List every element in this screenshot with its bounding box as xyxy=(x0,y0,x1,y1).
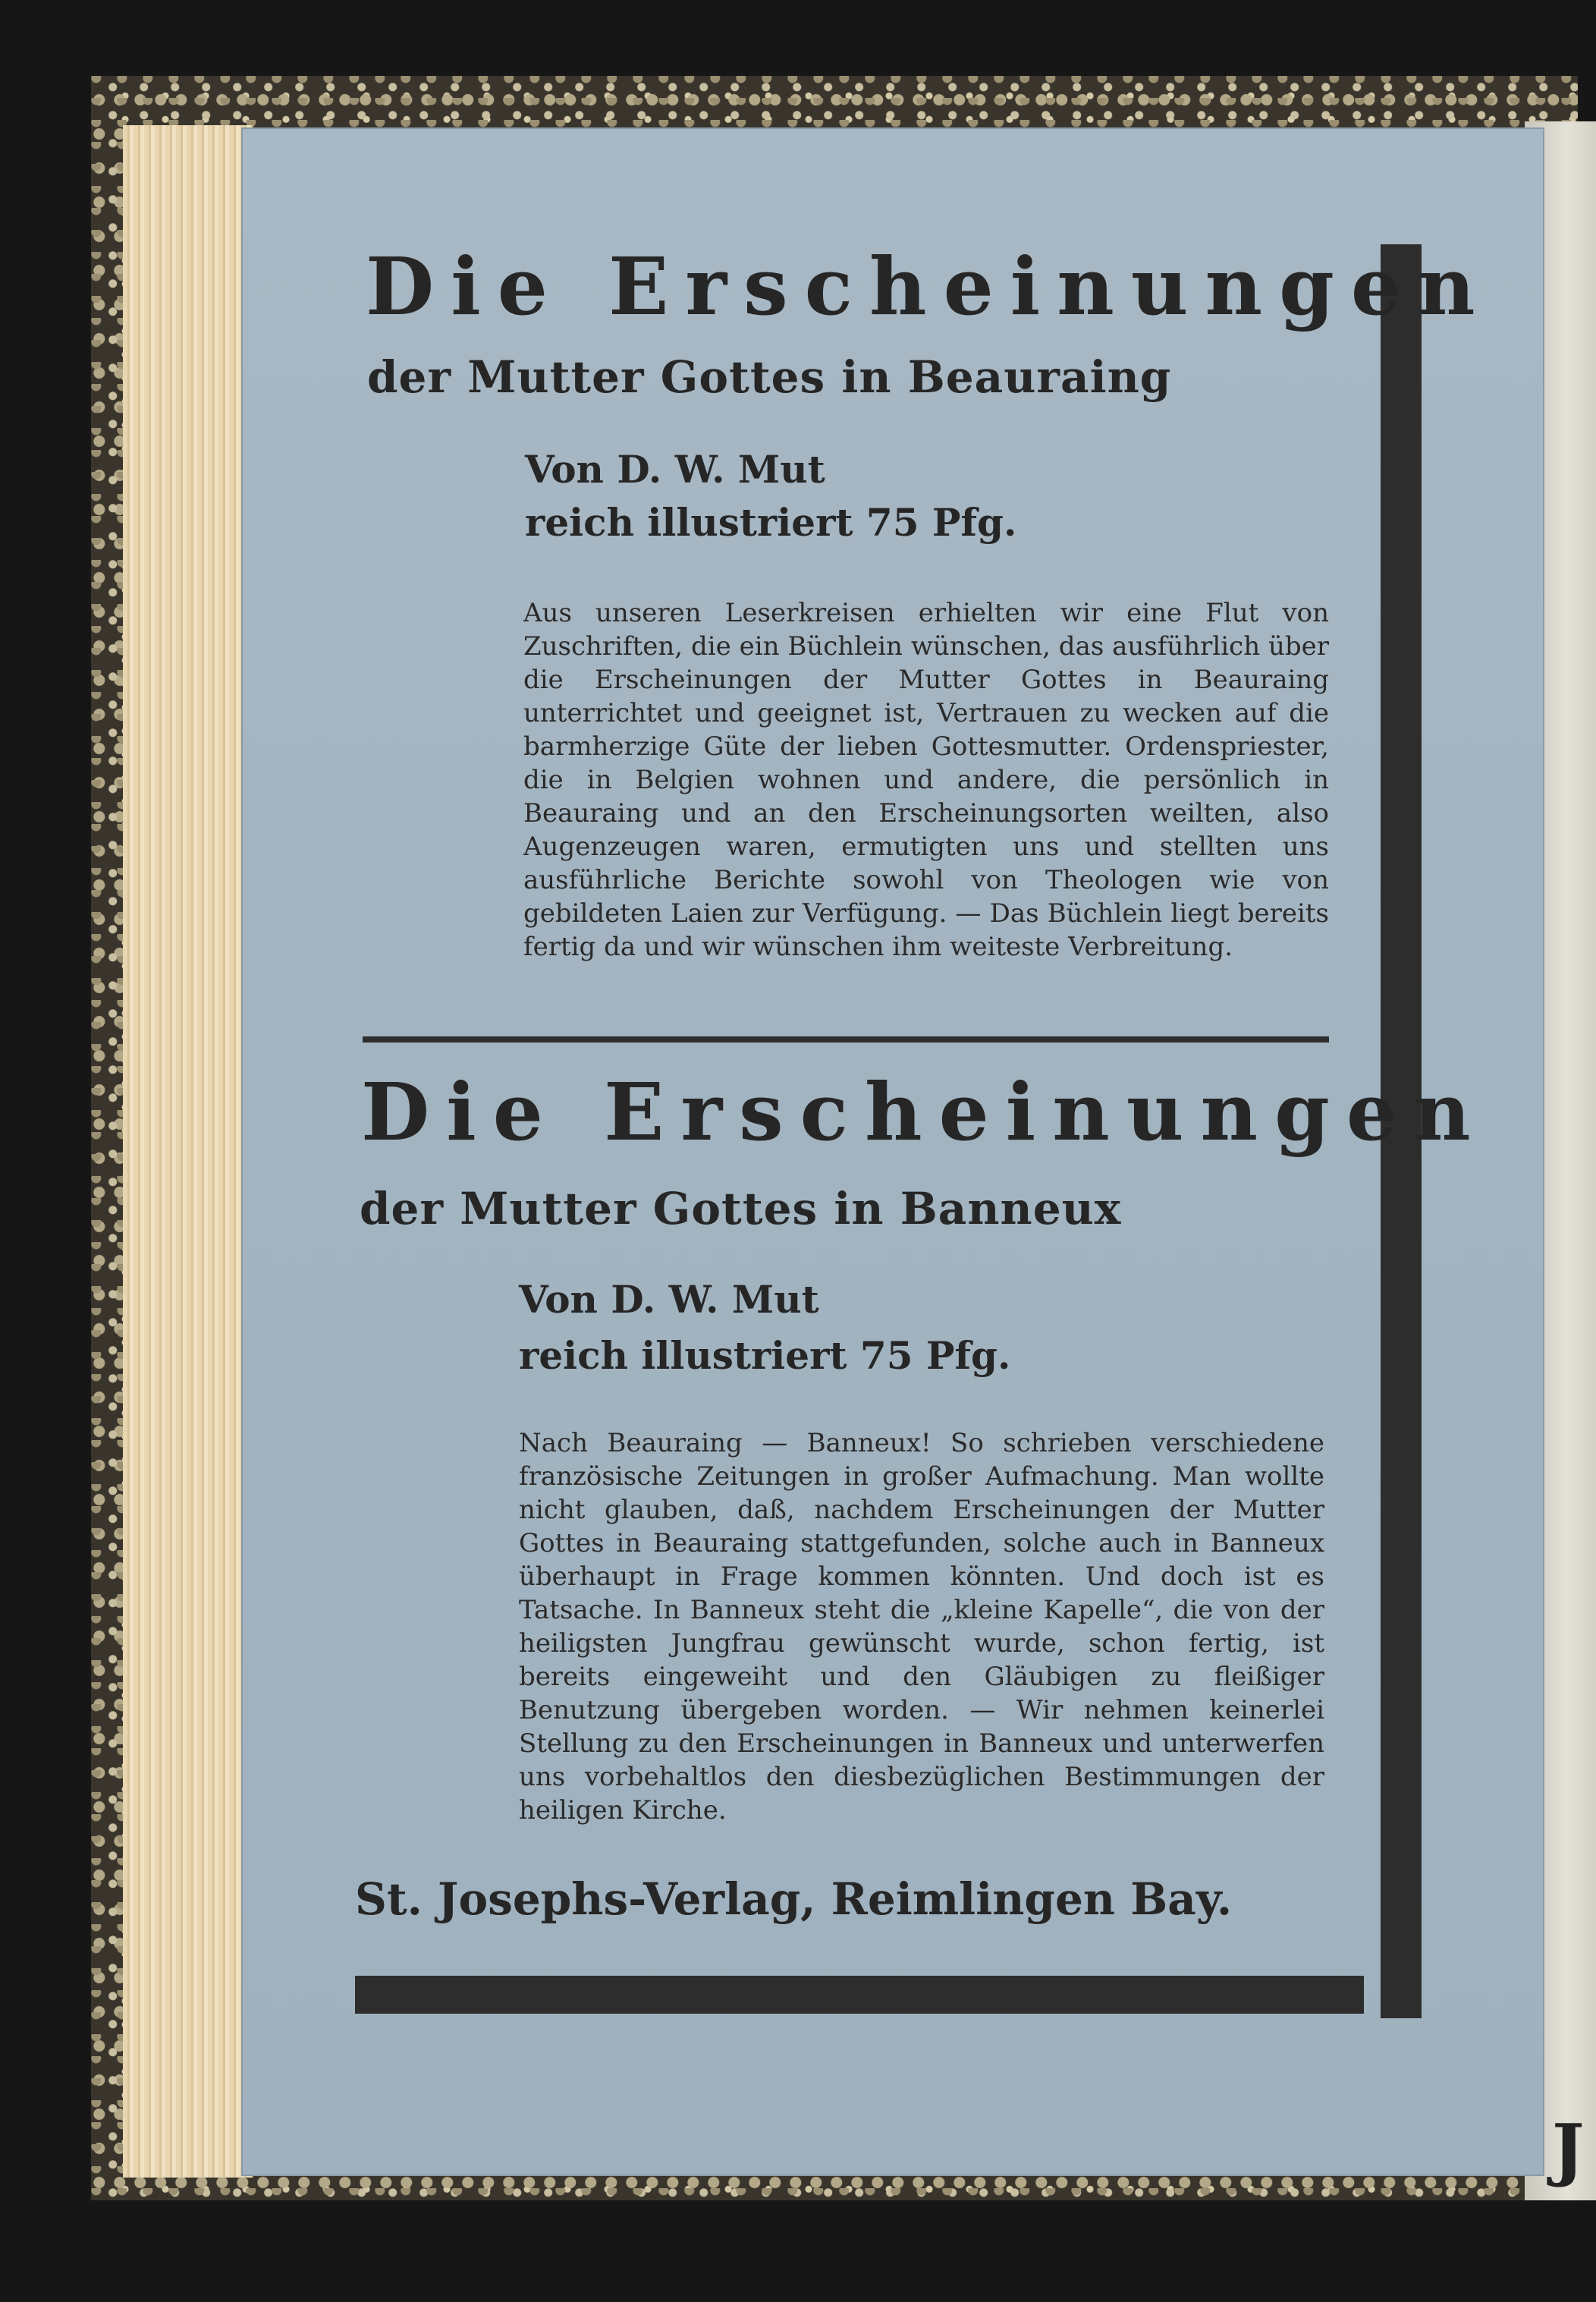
ad2-subtitle: der Mutter Gottes in Banneux xyxy=(360,1183,1122,1234)
section-divider xyxy=(363,1036,1329,1043)
bottom-rule xyxy=(355,1976,1364,2014)
ad1-author: Von D. W. Mut xyxy=(525,447,825,492)
facing-page-letter: J xyxy=(1552,2109,1585,2190)
ad1-body: Aus unseren Leserkreisen erhielten wir eine Flut von Zuschriften, die ein Büchlein wünschen, das ausführlich über die Erscheinungen der Mutter Gottes in Beauraing unterrichtet und geeignet ist, Vertrauen zu wecken auf die barmherzige Güte der lieben Gottesmutter. Ordenspriester, die in Belgien wohnen und andere, die persönlich in Beauraing und an den Erscheinungsorten weilten, also Augenzeugen waren, ermutigten uns und stellten uns ausführliche Berichte sowohl von Theologen wie von gebildeten Laien zur Verfügung. — Das Büchlein liegt bereits fertig da und wir wünschen ihm weiteste Verbreitung. xyxy=(523,598,1329,962)
ad2-price: reich illustriert 75 Pfg. xyxy=(519,1333,1011,1378)
page-stack-edges xyxy=(123,125,253,2178)
ad2-title: Die Erscheinungen xyxy=(361,1065,1488,1159)
ad1-price: reich illustriert 75 Pfg. xyxy=(525,500,1017,545)
ad2-author: Von D. W. Mut xyxy=(519,1277,819,1322)
ad1-title: Die Erscheinungen xyxy=(366,240,1492,333)
publisher-line: St. Josephs-Verlag, Reimlingen Bay. xyxy=(355,1873,1233,1925)
ad1-subtitle: der Mutter Gottes in Beauraing xyxy=(367,351,1172,403)
ad2-body: Nach Beauraing — Banneux! So schrieben verschiedene französische Zeitungen in großer Aufmachung. Man wollte nicht glauben, daß, nachdem Erscheinungen der Mutter Gottes in Beauraing stattgefunden, solche auch in Banneux überhaupt in Frage kommen könnten. Und doch ist es Tatsache. In Banneux steht die „kleine Kapelle“, die von der heiligsten Jungfrau gewünscht wurde, schon fertig, ist bereits eingeweiht und den Gläubigen zu fleißiger Benutzung übergeben worden. — Wir nehmen keinerlei Stellung zu den Erscheinungen in Banneux und unterwerfen uns vorbehaltlos den diesbezüglichen Bestimmungen der heiligen Kirche. xyxy=(519,1428,1324,1826)
